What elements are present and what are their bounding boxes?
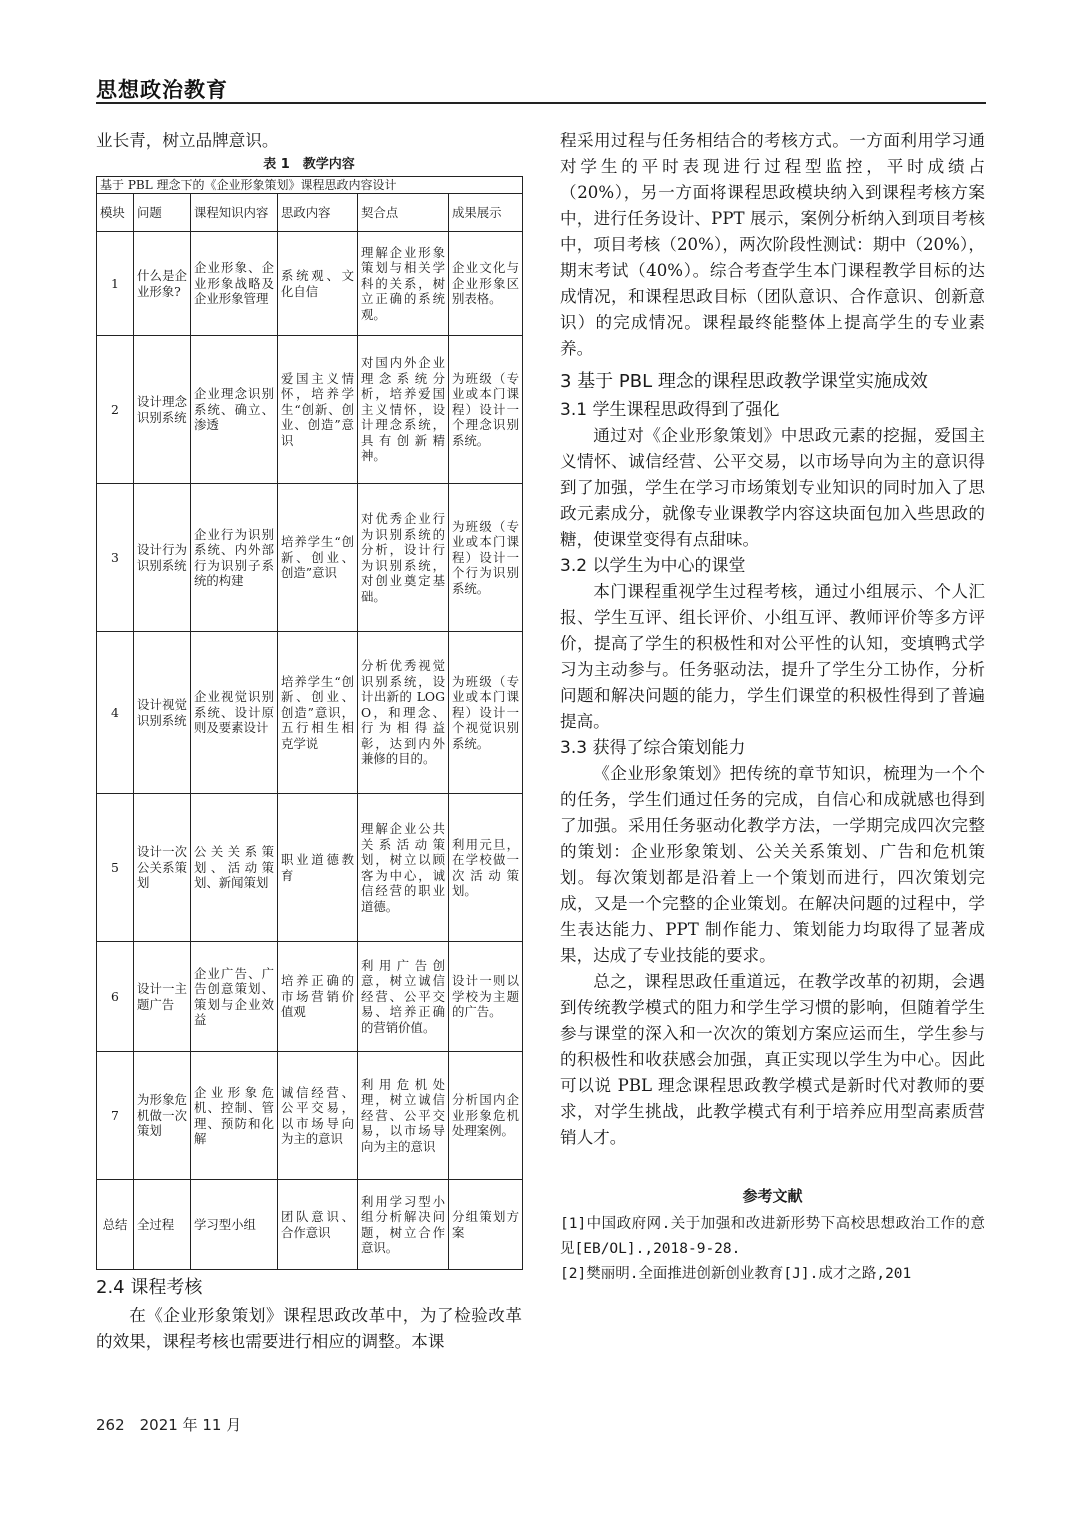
table-cell: 培养学生“创新、创业、创造”意识 (278, 484, 358, 632)
table-cell: 为班级（专业或本门课程）设计一个视觉识别系统。 (449, 632, 523, 794)
table-cell: 爱国主义情怀，培养学生“创新、创业、创造”意识 (278, 336, 358, 484)
lead-text: 业长青，树立品牌意识。 (96, 131, 279, 150)
table-cell: 1 (97, 232, 134, 336)
table-cell: 全过程 (134, 1180, 191, 1270)
left-column (96, 128, 522, 1355)
table-cell: 设计一则以学校为主题的广告。 (449, 942, 523, 1052)
table-cell: 对国内外企业理念系统分析，培养爱国主义情怀，设计理念系统，具有创新精神。 (358, 336, 449, 484)
table-cell: 利用学习型小组分析解决问题，树立合作意识。 (358, 1180, 449, 1270)
section-3-1-paragraph: 通过对《企业形象策划》中思政元素的挖掘，爱国主义情怀、诚信经营、公平交易，以市场导向为主的意识得到了加强，学生在学习市场策划专业知识的同时加入了思政元素成分，就像专业课教学内容这块面包加入些思政的糖，使课堂变得有点甜味。 (560, 426, 985, 549)
table-cell: 利用广告创意，树立诚信经营、公平交易、培养正确的营销价值。 (358, 942, 449, 1052)
table-cell: 企业形象、企业形象战略及企业形象管理 (191, 232, 278, 336)
table-cell: 设计一次公关系策划 (134, 794, 191, 942)
page-footer: 262 2021 年 11 月 (96, 1416, 242, 1434)
table-cell: 企业文化与企业形象区别表格。 (449, 232, 523, 336)
section-3-3-heading: 3.3 获得了综合策划能力 (560, 738, 746, 758)
content-table-body (97, 177, 523, 1270)
reference-item: [2]樊丽明.全面推进创新创业教育[J].成才之路,201 (560, 1266, 912, 1282)
header-cell: 问题 (134, 194, 191, 232)
table-cell: 企业行为识别系统、内外部行为识别子系统的构建 (191, 484, 278, 632)
table-cell: 职业道德教育 (278, 794, 358, 942)
table-cell: 团队意识、合作意识 (278, 1180, 358, 1270)
section-2-4-heading: 2.4 课程考核 (96, 1277, 203, 1298)
table-title-row (97, 177, 523, 194)
table-cell: 系统观、文化自信 (278, 232, 358, 336)
table-row (97, 232, 523, 336)
table-cell: 培养正确的市场营销价值观 (278, 942, 358, 1052)
header-cell: 契合点 (358, 194, 449, 232)
table-row (97, 484, 523, 632)
section-3-3-paragraph-1: 《企业形象策划》把传统的章节知识，梳理为一个个的任务，学生们通过任务的完成，自信心和成就感也得到了加强。采用任务驱动化教学方法，一学期完成四次完整的策划：企业形象策划、公关关系策划、广告和危机策划。每次策划都是沿着上一个策划而进行，四次策划完成，又是一个完整的企业策划。在解决问题的过程中，学生表达能力、PPT 制作能力、策划能力均取得了显著成果，达成了专业技能的要求。 (560, 764, 985, 965)
table-cell: 什么是企业形象? (134, 232, 191, 336)
table-cell: 设计理念识别系统 (134, 336, 191, 484)
table-row (97, 336, 523, 484)
table-row (97, 794, 523, 942)
section-3-3-paragraph-2: 总之，课程思政任重道远，在教学改革的初期，会遇到传统教学模式的阻力和学生学习惯的影响，但随着学生参与课堂的深入和一次次的策划方案应运而生，学生参与的积极性和收获感会加强，真正实现以学生为中心。因此可以说 PBL 理念课程思政教学模式是新时代对教师的要求，对学生挑战，此教学模式有利于培养应用型高素质营销人才。 (560, 972, 985, 1147)
table-cell: 分析优秀视觉识别系统，设计出新的 LOGO，和理念、行为相得益彰，达到内外兼修的目的。 (358, 632, 449, 794)
table-cell: 设计行为识别系统 (134, 484, 191, 632)
section-3-1-heading: 3.1 学生课程思政得到了强化 (560, 400, 780, 420)
table-cell: 2 (97, 336, 134, 484)
table-cell: 理解企业公共关系活动策划，树立以顾客为中心，诚信经营的职业道德。 (358, 794, 449, 942)
table-cell: 学习型小组 (191, 1180, 278, 1270)
table-cell: 诚信经营、公平交易，以市场导向为主的意识 (278, 1052, 358, 1180)
table-row (97, 1052, 523, 1180)
table-cell: 设计视觉识别系统 (134, 632, 191, 794)
table-cell: 3 (97, 484, 134, 632)
table-cell: 分组策划方案 (449, 1180, 523, 1270)
table-title: 基于 PBL 理念下的《企业形象策划》课程思政内容设计 (97, 177, 523, 194)
table-cell: 为形象危机做一次策划 (134, 1052, 191, 1180)
table-row (97, 1180, 523, 1270)
table-cell: 为班级（专业或本门课程）设计一个行为识别系统。 (449, 484, 523, 632)
table-cell: 设计一主题广告 (134, 942, 191, 1052)
journal-title: 思想政治教育 (96, 78, 228, 102)
table-cell: 对优秀企业行为识别系统的分析，设计行为识别系统，对创业奠定基础。 (358, 484, 449, 632)
table-cell: 企业形象危机、控制、管理、预防和化解 (191, 1052, 278, 1180)
table-row (97, 632, 523, 794)
table-header-row (97, 194, 523, 232)
header-cell: 课程知识内容 (191, 194, 278, 232)
table-row (97, 942, 523, 1052)
table-cell: 7 (97, 1052, 134, 1180)
table-cell: 利用危机处理，树立诚信经营、公平交易，以市场导向为主的意识 (358, 1052, 449, 1180)
section-3-heading: 3 基于 PBL 理念的课程思政教学课堂实施成效 (560, 371, 928, 392)
header-cell: 成果展示 (449, 194, 523, 232)
table-cell: 6 (97, 942, 134, 1052)
page-header (96, 74, 986, 104)
section-3-2-paragraph: 本门课程重视学生过程考核，通过小组展示、个人汇报、学生互评、组长评价、小组互评、教师评价等多方评价，提高了学生的积极性和对公平性的认知，变填鸭式学习为主动参与。任务驱动法，提升了学生分工协作，分析问题和解决问题的能力，学生们课堂的积极性得到了普遍提高。 (560, 582, 985, 731)
table-cell: 理解企业形象策划与相关学科的关系，树立正确的系统观。 (358, 232, 449, 336)
header-cell: 模块 (97, 194, 134, 232)
content-table (96, 176, 523, 1270)
continuation-paragraph: 程采用过程与任务相结合的考核方式。一方面利用学习通对学生的平时表现进行过程型监控，平时成绩占（20%），另一方面将课程思政模块纳入到课程考核方案中，进行任务设计、PPT 展示，案例分析纳入到项目考核中，项目考核（20%），两次阶段性测试：期中（20%），期末考试（40%）。综合考查学生本门课程教学目标的达成情况，和课程思政目标（团队意识、合作意识、创新意识）的完成情况。课程最终能整体上提高学生的专业素养。 (560, 131, 985, 358)
table-cell: 利用元旦，在学校做一次活动策划。 (449, 794, 523, 942)
right-column (560, 128, 985, 1287)
table-cell: 公关关系策划、活动策划、新闻策划 (191, 794, 278, 942)
table-cell: 企业广告、广告创意策划、策划与企业效益 (191, 942, 278, 1052)
table-cell: 企业视觉识别系统、设计原则及要素设计 (191, 632, 278, 794)
table-cell: 企业理念识别系统、确立、渗透 (191, 336, 278, 484)
table-cell: 5 (97, 794, 134, 942)
table-caption: 表 1 教学内容 (263, 157, 355, 172)
table-cell: 为班级（专业或本门课程）设计一个理念识别系统。 (449, 336, 523, 484)
table-cell: 分析国内企业形象危机处理案例。 (449, 1052, 523, 1180)
table-cell: 4 (97, 632, 134, 794)
header-cell: 思政内容 (278, 194, 358, 232)
references-title: 参考文献 (742, 1187, 803, 1205)
section-2-4-paragraph: 在《企业形象策划》课程思政改革中，为了检验改革的效果，课程考核也需要进行相应的调整。本课 (96, 1306, 522, 1351)
reference-item: [1]中国政府网.关于加强和改进新形势下高校思想政治工作的意见[EB/OL].,2018-9-28. (560, 1216, 985, 1257)
table-cell: 培养学生“创新、创业、创造”意识，五行相生相克学说 (278, 632, 358, 794)
table-cell: 总结 (97, 1180, 134, 1270)
section-3-2-heading: 3.2 以学生为中心的课堂 (560, 556, 746, 576)
